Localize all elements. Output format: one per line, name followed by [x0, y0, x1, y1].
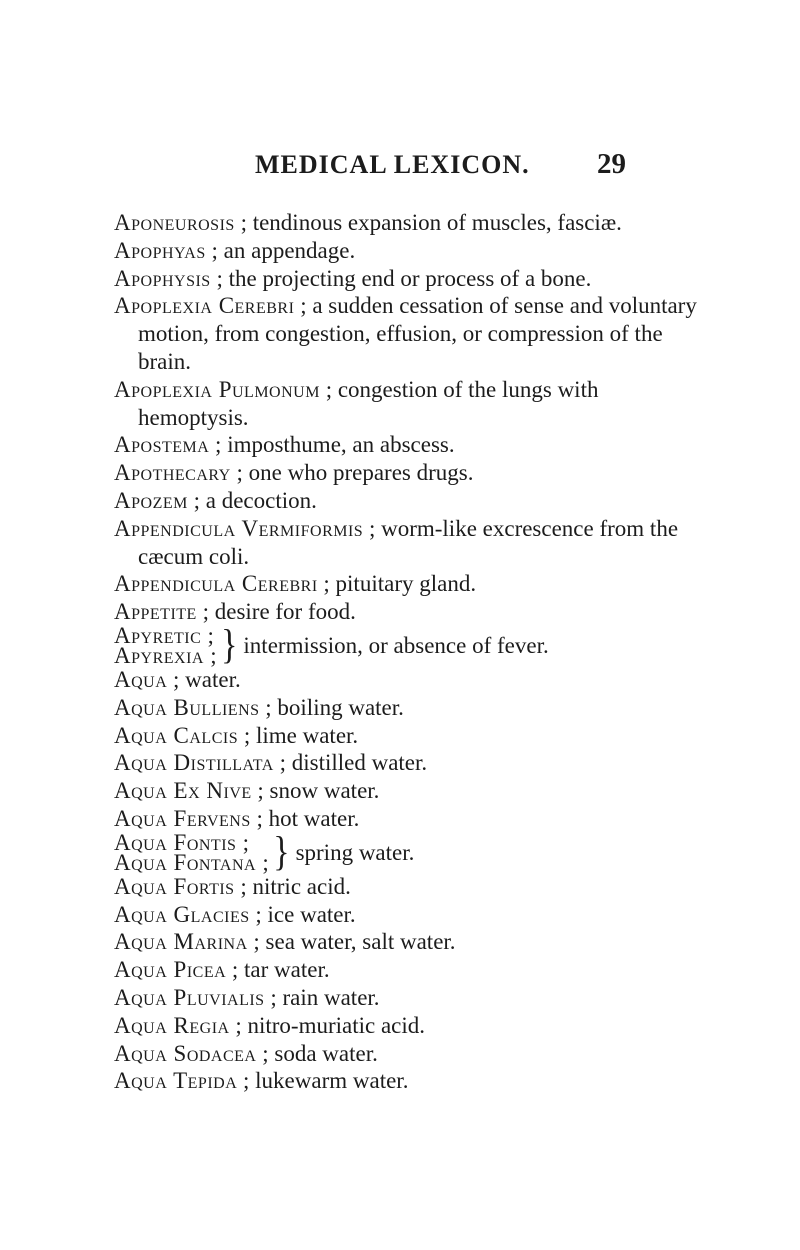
entry-term: Aqua Sodacea: [114, 1040, 257, 1066]
entry-separator: ;: [273, 750, 292, 776]
entry-term: Appendicula Cerebri: [114, 571, 318, 597]
entry-term: Aqua Distillata: [114, 750, 274, 776]
entry-definition: nitro-muriatic acid.: [247, 1012, 426, 1038]
entry-separator: ;: [319, 376, 338, 402]
entry-term: Aqua Fortis: [114, 873, 235, 899]
entry-separator: ;: [196, 599, 215, 625]
entry-definition: sea water, salt water.: [265, 929, 456, 955]
entry-definition: snow water.: [269, 778, 380, 804]
lexicon-entry: [114, 292, 714, 375]
entry-term: Aqua Calcis: [114, 722, 239, 748]
lexicon-entry: [114, 722, 714, 750]
entry-separator: ;: [264, 984, 283, 1010]
entry-separator: ;: [250, 805, 269, 831]
entry-separator: ;: [226, 957, 245, 983]
lexicon-entry: [114, 1067, 714, 1095]
entry-definition: one who prepares drugs.: [248, 460, 474, 486]
entry-separator: ;: [229, 1012, 248, 1038]
entry-separator: ;: [363, 515, 382, 541]
entry-term: Aqua Pluvialis: [114, 984, 265, 1010]
entry-definition: intermission, or absence of fever.: [243, 633, 549, 659]
entry-separator: ;: [251, 778, 270, 804]
entry-definition: worm-like excrescence from the cæcum coli.: [138, 515, 679, 569]
entry-definition: rain water.: [282, 984, 380, 1010]
entry-definition: a decoction.: [205, 487, 317, 513]
entry-definition: boiling water.: [277, 694, 404, 720]
lexicon-entry: [114, 901, 714, 929]
entry-definition: congestion of the lungs with hemoptysis.: [138, 376, 599, 430]
entry-term: Apophysis: [114, 265, 211, 291]
entry-term: Apyretic ;: [114, 622, 215, 648]
entry-separator: ;: [317, 571, 336, 597]
lexicon-entry: [114, 376, 714, 432]
entry-definition: hot water.: [268, 805, 360, 831]
entry-separator: ;: [247, 929, 266, 955]
lexicon-entry: [114, 666, 714, 694]
brace-icon: }: [273, 829, 290, 875]
entry-term: Apyrexia ;: [114, 642, 218, 668]
entry-separator: ;: [294, 293, 313, 319]
entry-term: Aqua Glacies: [114, 901, 250, 927]
page-number: 29: [597, 148, 626, 180]
lexicon-entry: [114, 515, 714, 571]
entry-term: Aqua Fontana ;: [114, 849, 270, 875]
entry-definition: pituitary gland.: [335, 571, 477, 597]
group-terms: [114, 622, 218, 668]
entry-separator: ;: [234, 873, 253, 899]
entry-definition: tar water.: [244, 957, 330, 983]
entry-definition: water.: [185, 666, 241, 692]
entry-term: Apozem: [114, 487, 188, 513]
entry-term: Apophyas: [114, 237, 206, 263]
lexicon-entry: [114, 1012, 714, 1040]
entry-term: Aqua Regia: [114, 1012, 230, 1038]
entry-term: Aqua Marina: [114, 929, 248, 955]
group-terms: [114, 829, 270, 875]
entry-definition: nitric acid.: [252, 873, 351, 899]
lexicon-entry: [114, 956, 714, 984]
entry-term: Aqua Fervens: [114, 805, 251, 831]
entry-definition: ice water.: [267, 901, 356, 927]
lexicon-entry: [114, 570, 714, 598]
entry-separator: ;: [210, 265, 229, 291]
entry-definition: lime water.: [255, 722, 359, 748]
lexicon-entry: [114, 777, 714, 805]
entry-term: Aqua Ex Nive: [114, 778, 252, 804]
entry-term: Apoplexia Cerebri: [114, 293, 295, 319]
entry-definition: an appendage.: [223, 237, 356, 263]
lexicon-entry: [114, 265, 714, 293]
entry-definition: desire for food.: [214, 599, 356, 625]
lexicon-entry: [114, 598, 714, 626]
lexicon-entry: [114, 237, 714, 265]
lexicon-entry: [114, 873, 714, 901]
lexicon-entry: [114, 694, 714, 722]
entry-separator: ;: [230, 460, 249, 486]
entry-separator: ;: [205, 237, 224, 263]
lexicon-entry: [114, 487, 714, 515]
entry-group-apyretic: [114, 622, 714, 668]
entry-definition: distilled water.: [291, 750, 428, 776]
entry-group-aqua-fontis: [114, 829, 714, 875]
entry-term: Aqua Picea: [114, 957, 227, 983]
entry-term: Apothecary: [114, 460, 231, 486]
lexicon-entry: [114, 431, 714, 459]
entry-term: Appetite: [114, 599, 197, 625]
entry-definition: tendinous expansion of muscles, fasciæ.: [252, 210, 622, 235]
entry-term: Apostema: [114, 432, 210, 458]
entry-term: Apoplexia Pulmonum: [114, 376, 320, 402]
entry-separator: ;: [209, 432, 228, 458]
entry-term: Aponeurosis: [114, 210, 235, 235]
entry-definition: lukewarm water.: [255, 1068, 409, 1094]
entry-separator: ;: [238, 722, 256, 748]
entry-separator: ;: [187, 487, 206, 513]
entry-term: Aqua Bulliens: [114, 694, 260, 720]
running-title: MEDICAL LEXICON.: [255, 150, 530, 179]
lexicon-entry: [114, 805, 714, 833]
entry-separator: ;: [256, 1040, 275, 1066]
entry-term: Aqua Fontis ;: [114, 829, 250, 855]
entry-separator: ;: [259, 694, 278, 720]
entry-definition: imposthume, an abscess.: [227, 432, 455, 458]
entry-definition: soda water.: [274, 1040, 378, 1066]
entry-separator: ;: [249, 901, 268, 927]
lexicon-entry: [114, 984, 714, 1012]
entry-definition: spring water.: [295, 839, 415, 865]
entry-definition: the projecting end or process of a bone.: [228, 265, 592, 291]
entry-separator: ;: [234, 210, 253, 235]
lexicon-entry: [114, 928, 714, 956]
lexicon-entry: [114, 749, 714, 777]
entry-term: Appendicula Vermiformis: [114, 515, 364, 541]
entry-separator: ;: [167, 666, 186, 692]
lexicon-entry: [114, 459, 714, 487]
entry-term: Aqua: [114, 666, 168, 692]
brace-icon: }: [221, 623, 238, 668]
entry-list: [114, 209, 714, 1095]
lexicon-entry: [114, 1040, 714, 1068]
entry-term: Aqua Tepida: [114, 1068, 238, 1094]
page-header: [0, 150, 800, 190]
lexicon-entry: [114, 209, 714, 237]
entry-definition: a sudden cessation of sense and voluntary motion, from congestion, effusion, or compression of the brain.: [138, 293, 697, 374]
entry-separator: ;: [237, 1068, 256, 1094]
